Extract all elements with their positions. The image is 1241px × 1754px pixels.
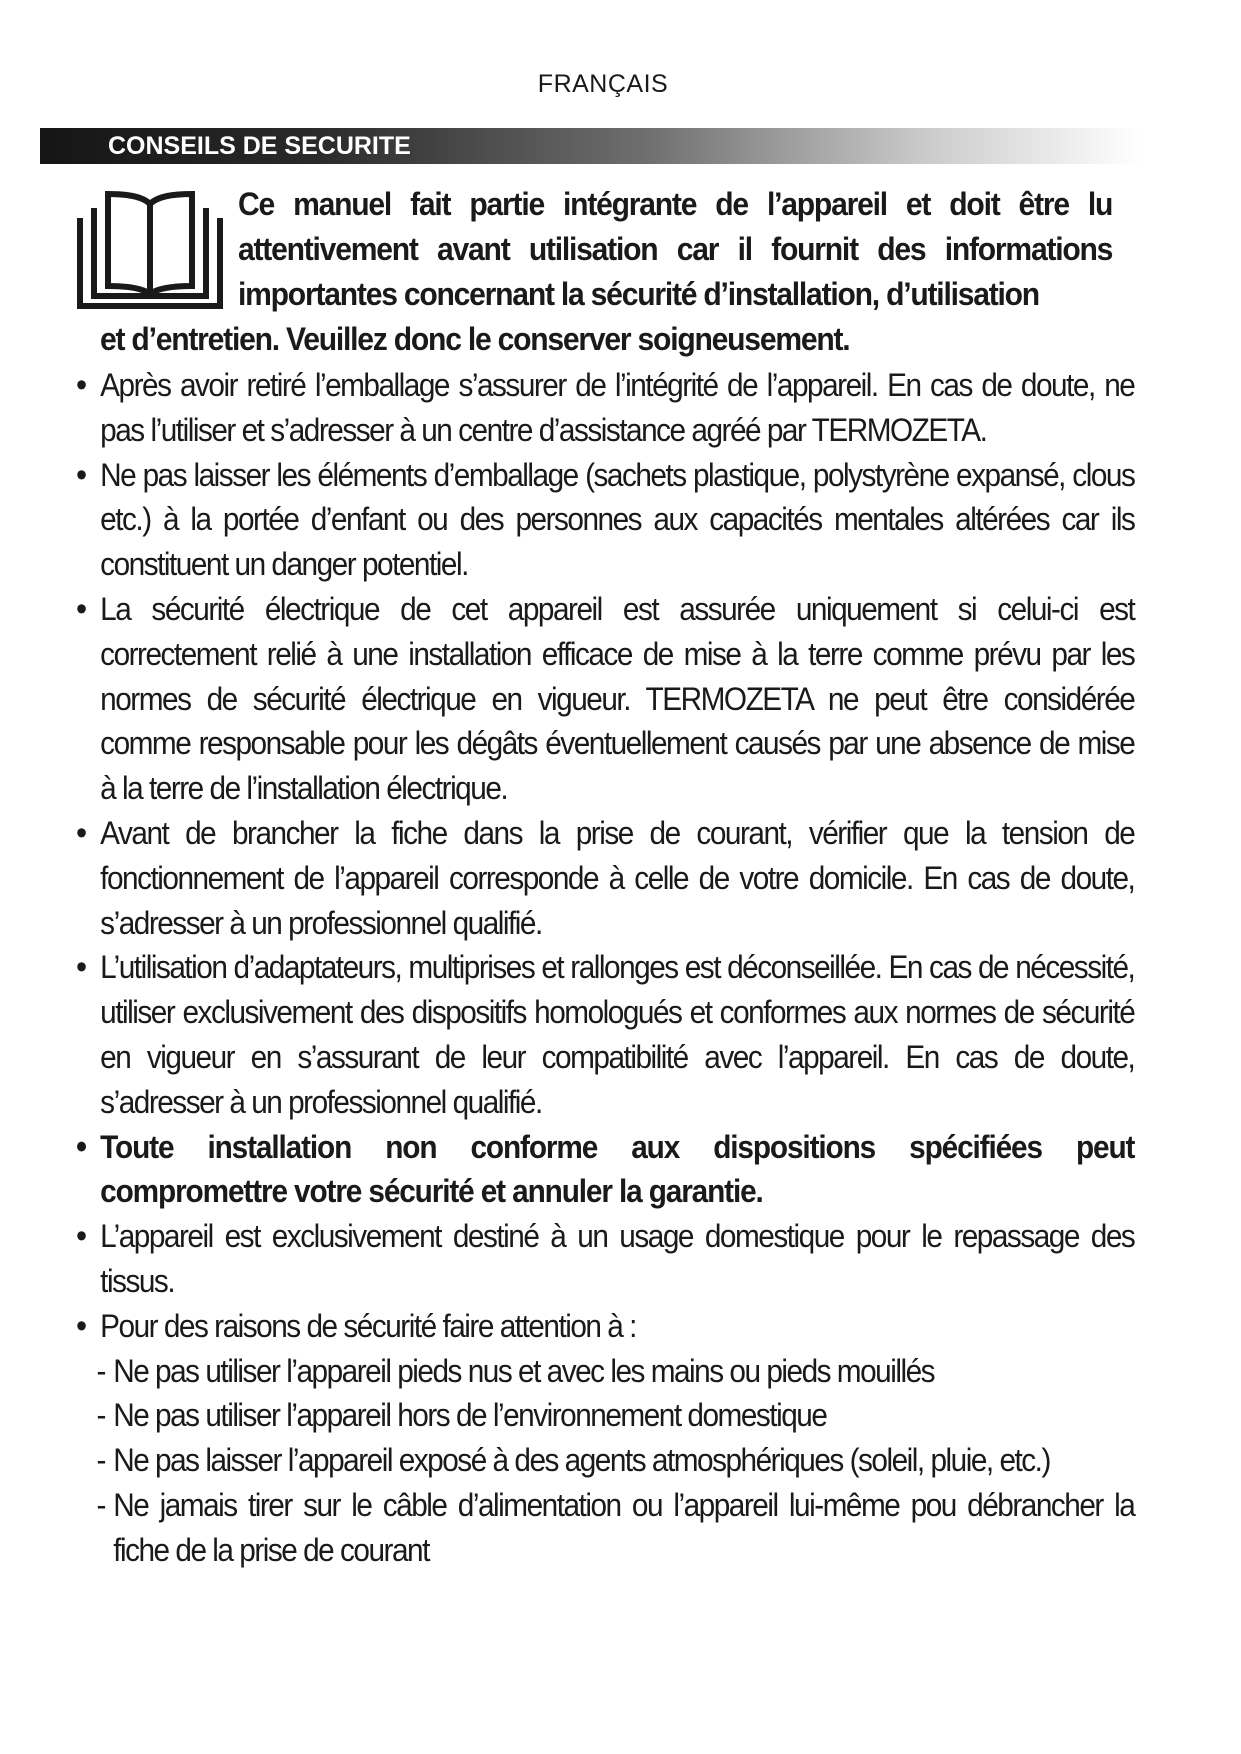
safety-item-text: Avant de brancher la fiche dans la prise de courant, vérifier que la tension de fonctionnement de l’appareil corresponde à celle de votre domicile. En cas de doute, s’adresser à un professionnel qualifié.	[100, 814, 1135, 941]
safety-sub-item-text: Ne pas utiliser l’appareil hors de l’environnement domestique	[113, 1397, 827, 1434]
dash: -	[96, 1397, 105, 1434]
safety-sub-item-text: Ne pas utiliser l’appareil pieds nus et avec les mains ou pieds mouillés	[113, 1352, 935, 1389]
open-book-manual-icon	[76, 188, 224, 312]
safety-item	[76, 945, 1134, 1124]
section-title: CONSEILS DE SECURITE	[108, 132, 411, 160]
bullet: •	[76, 948, 86, 987]
dash: -	[96, 1486, 105, 1523]
safety-item	[76, 587, 1134, 811]
dash: -	[96, 1442, 105, 1479]
safety-list	[76, 363, 1134, 1573]
bullet: •	[76, 455, 86, 494]
safety-item-text: Pour des raisons de sécurité faire attention à :	[100, 1307, 636, 1344]
intro-text: Ce manuel fait partie intégrante de l’appareil et doit être lu attentivement avant utilisation car il fournit des informations importantes concernant la sécurité d’installation, d’utilisation	[238, 186, 1113, 312]
safety-item	[76, 1304, 1134, 1349]
safety-item	[76, 811, 1134, 945]
safety-sub-item	[76, 1438, 1134, 1483]
safety-item-text: L’utilisation d’adaptateurs, multiprises et rallonges est déconseillée. En cas de nécessité, utiliser exclusivement des dispositifs homologués et conformes aux normes de sécurité en vigueur en s’assurant de leur compatibilité avec l’appareil. En cas de doute, s’adresser à un professionnel qualifié.	[100, 949, 1135, 1120]
bullet: •	[76, 1127, 86, 1166]
bullet: •	[76, 1306, 86, 1345]
dash: -	[96, 1352, 105, 1389]
safety-item-text: Toute installation non conforme aux dispositions spécifiées peut compromettre votre sécurité et annuler la garantie.	[100, 1128, 1135, 1210]
bullet: •	[76, 366, 86, 404]
safety-item-text: La sécurité électrique de cet appareil est assurée uniquement si celui-ci est correctement relié à une installation efficace de mise à la terre comme prévu par les normes de sécurité électrique en vigueur. TERMOZETA ne peut être considérée comme responsable pour les dégâts éventuellement causés par une absence de mise à la terre de l’installation électrique.	[100, 590, 1135, 807]
section-banner	[40, 128, 1140, 164]
safety-sub-item-text: Ne jamais tirer sur le câble d’alimentation ou l’appareil lui-même pou débrancher la fiche de la prise de courant	[113, 1486, 1135, 1568]
bullet: •	[76, 589, 86, 628]
safety-item-text: L’appareil est exclusivement destiné à un usage domestique pour le repassage des tissus.	[100, 1218, 1135, 1299]
safety-sub-item	[76, 1483, 1134, 1573]
safety-sub-item-text: Ne pas laisser l’appareil exposé à des agents atmosphériques (soleil, pluie, etc.)	[113, 1442, 1050, 1479]
safety-sub-item	[76, 1349, 1134, 1394]
safety-item	[76, 453, 1134, 587]
safety-item-text: Ne pas laisser les éléments d’emballage (sachets plastique, polystyrène expansé, clous etc.) à la portée d’enfant ou des personnes aux capacités mentales altérées car ils constituent un danger potentiel.	[100, 456, 1135, 583]
safety-item-text: Après avoir retiré l’emballage s’assurer de l’intégrité de l’appareil. En cas de doute, ne pas l’utiliser et s’adresser à un centre d’assistance agréé par TERMOZETA.	[100, 367, 1135, 448]
bullet: •	[76, 813, 86, 852]
bullet: •	[76, 1217, 86, 1256]
safety-sub-item	[76, 1393, 1134, 1438]
safety-item	[76, 1214, 1134, 1304]
intro-text-last-line: et d’entretien. Veuillez donc le conserver soigneusement.	[100, 321, 850, 357]
safety-item-warning	[76, 1125, 1134, 1215]
language-label: FRANÇAIS	[537, 70, 669, 98]
safety-item	[76, 363, 1134, 453]
